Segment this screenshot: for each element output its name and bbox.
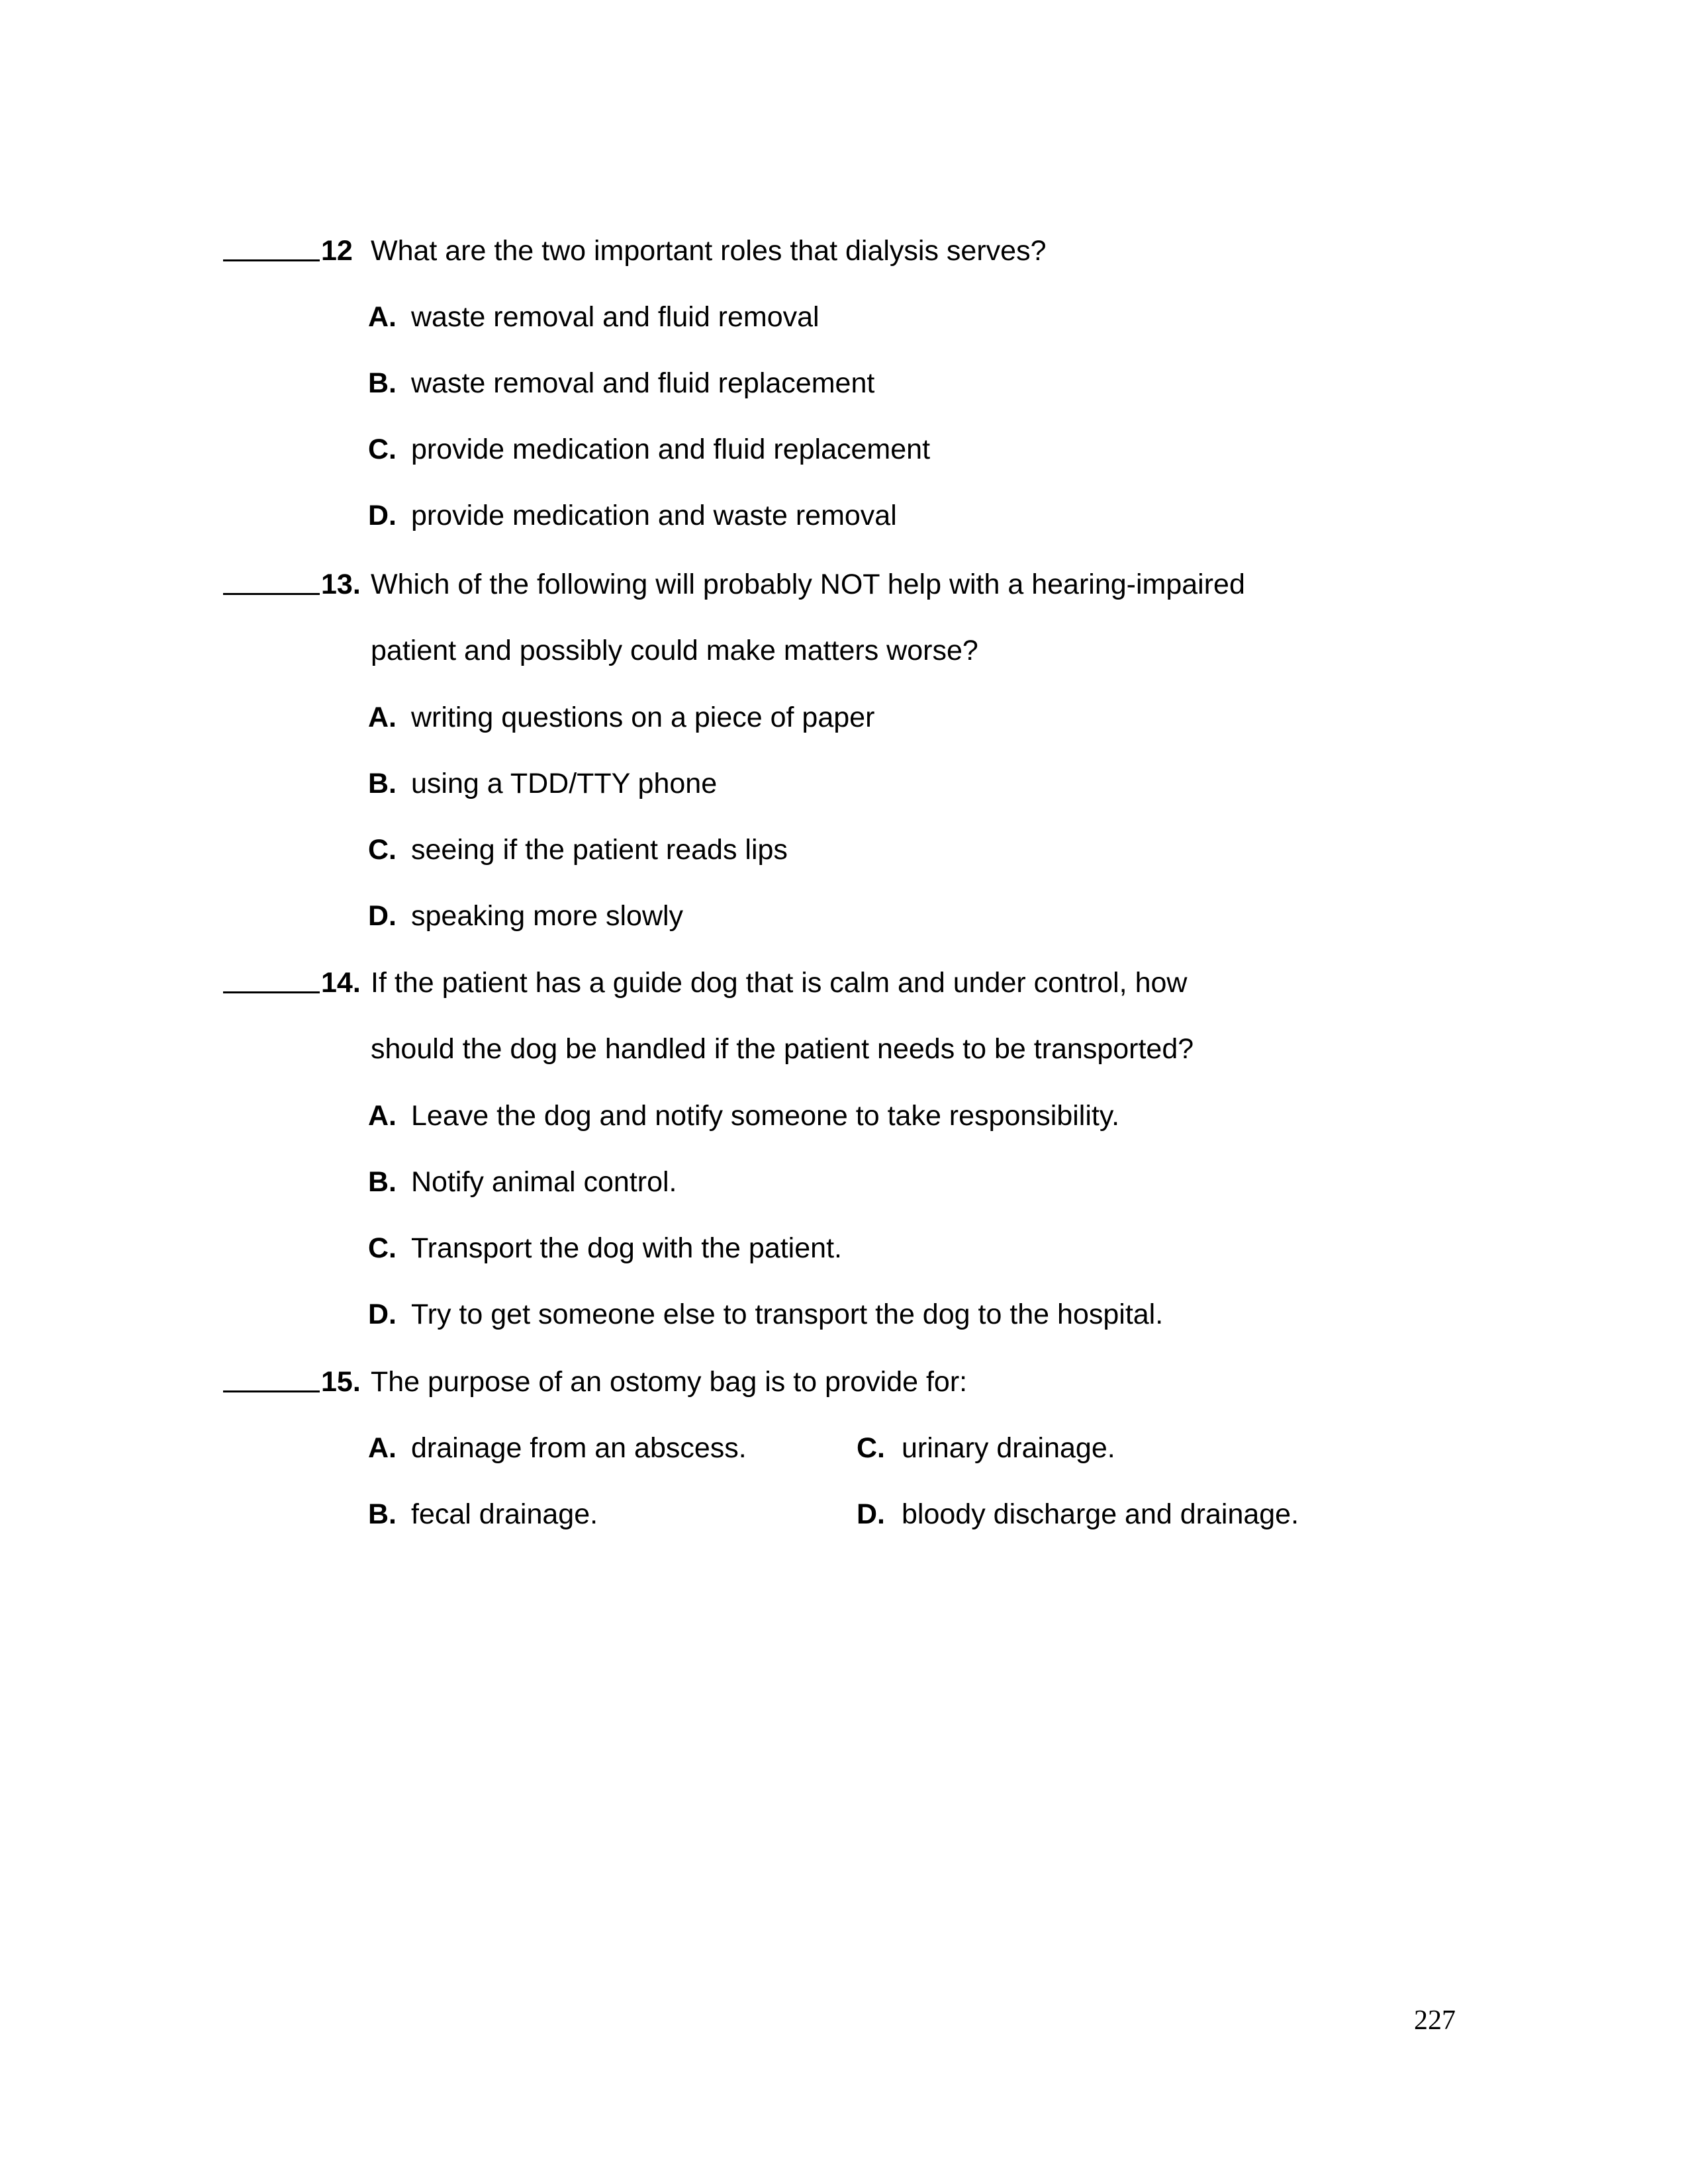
question-text: Which of the following will probably NOT help with a hearing-impaired xyxy=(371,569,1245,600)
option-text: Transport the dog with the patient. xyxy=(411,1232,842,1264)
question-text: The purpose of an ostomy bag is to provide for: xyxy=(371,1366,968,1398)
option-letter: A. xyxy=(368,1100,397,1132)
option-letter: A. xyxy=(368,1432,397,1464)
page-number: 227 xyxy=(1414,2005,1456,2036)
option-letter: C. xyxy=(857,1432,885,1464)
answer-blank-14[interactable] xyxy=(223,991,320,993)
question-number: 14. xyxy=(321,967,361,999)
answer-blank-12[interactable] xyxy=(223,259,320,261)
option-text: waste removal and fluid removal xyxy=(411,301,820,333)
option-letter: D. xyxy=(857,1498,885,1530)
question-number: 12 xyxy=(321,235,353,267)
option-letter: D. xyxy=(368,1298,397,1330)
question-number: 15. xyxy=(321,1366,361,1398)
option-text: writing questions on a piece of paper xyxy=(411,702,875,733)
option-text: bloody discharge and drainage. xyxy=(902,1498,1299,1530)
option-letter: B. xyxy=(368,768,397,799)
question-number: 13. xyxy=(321,569,361,600)
option-text: seeing if the patient reads lips xyxy=(411,834,788,866)
option-letter: C. xyxy=(368,433,397,465)
option-letter: A. xyxy=(368,301,397,333)
option-text: Leave the dog and notify someone to take responsibility. xyxy=(411,1100,1120,1132)
option-letter: C. xyxy=(368,834,397,866)
option-letter: B. xyxy=(368,1498,397,1530)
option-text: speaking more slowly xyxy=(411,900,684,932)
option-letter: D. xyxy=(368,500,397,531)
option-letter: B. xyxy=(368,1166,397,1198)
question-text: should the dog be handled if the patient needs to be transported? xyxy=(371,1033,1194,1065)
option-text: drainage from an abscess. xyxy=(411,1432,747,1464)
option-text: fecal drainage. xyxy=(411,1498,598,1530)
answer-blank-13[interactable] xyxy=(223,593,320,595)
option-text: Notify animal control. xyxy=(411,1166,677,1198)
option-text: waste removal and fluid replacement xyxy=(411,367,875,399)
option-text: provide medication and waste removal xyxy=(411,500,897,531)
option-letter: D. xyxy=(368,900,397,932)
option-letter: C. xyxy=(368,1232,397,1264)
option-letter: B. xyxy=(368,367,397,399)
option-text: using a TDD/TTY phone xyxy=(411,768,718,799)
option-text: Try to get someone else to transport the dog to the hospital. xyxy=(411,1298,1164,1330)
answer-blank-15[interactable] xyxy=(223,1390,320,1392)
option-letter: A. xyxy=(368,702,397,733)
question-text: If the patient has a guide dog that is calm and under control, how xyxy=(371,967,1188,999)
option-text: urinary drainage. xyxy=(902,1432,1115,1464)
question-text: What are the two important roles that dialysis serves? xyxy=(371,235,1047,267)
option-text: provide medication and fluid replacement xyxy=(411,433,931,465)
question-text: patient and possibly could make matters worse? xyxy=(371,635,978,666)
